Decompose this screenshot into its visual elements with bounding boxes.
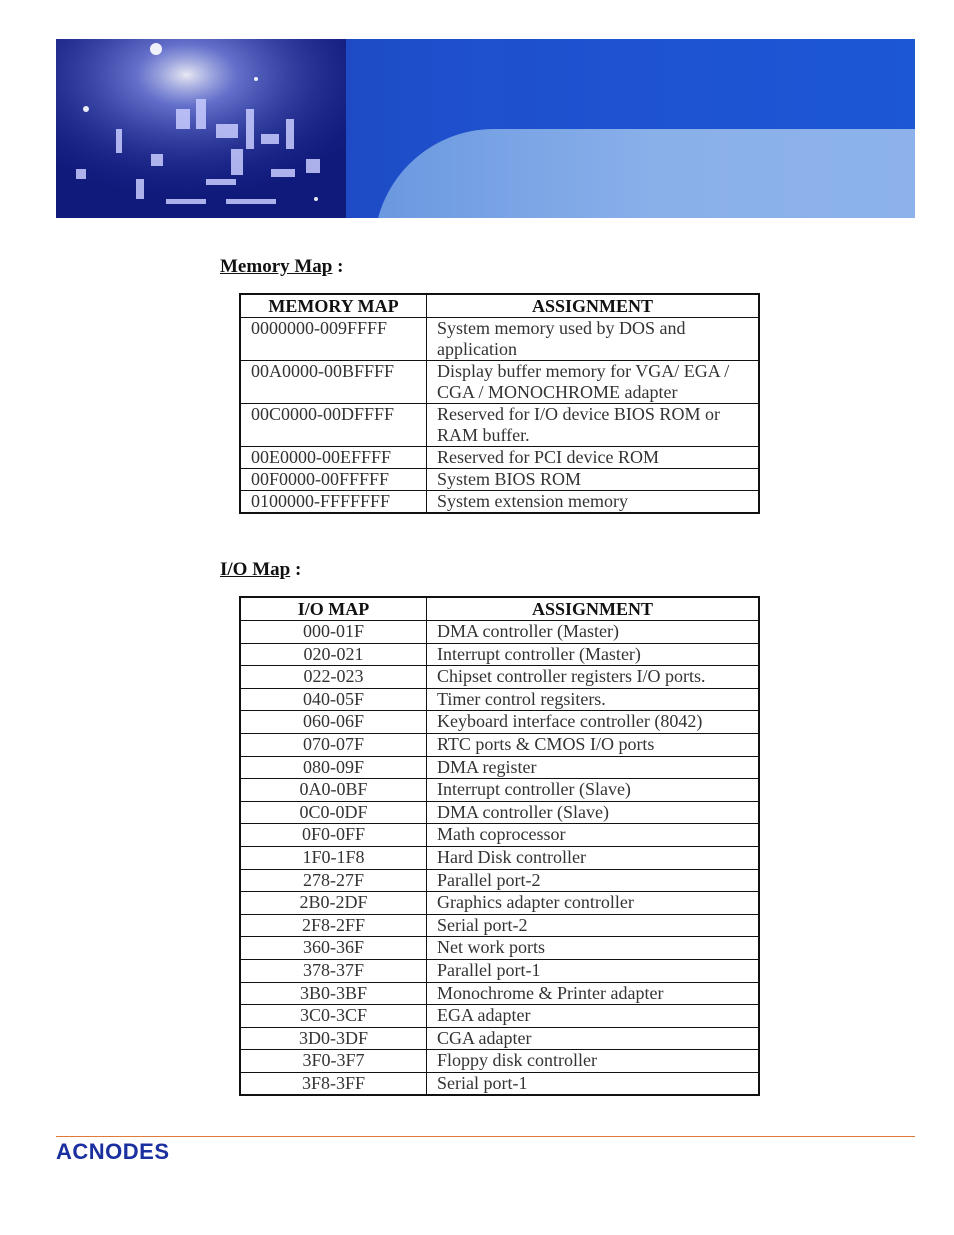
table-row — [240, 711, 759, 734]
assignment-cell: Keyboard interface controller (8042) — [427, 711, 760, 734]
assignment-cell: DMA controller (Slave) — [427, 801, 760, 824]
assignment-cell: RTC ports & CMOS I/O ports — [427, 733, 760, 756]
table-row — [240, 404, 759, 447]
header-banner — [56, 39, 915, 218]
table-row — [240, 621, 759, 644]
address-range-cell: 040-05F — [240, 688, 427, 711]
column-header: MEMORY MAP — [240, 294, 427, 318]
table-row — [240, 1027, 759, 1050]
assignment-cell: Hard Disk controller — [427, 846, 760, 869]
address-range-cell: 2B0-2DF — [240, 892, 427, 915]
address-range-cell: 00C0000-00DFFFF — [240, 404, 427, 447]
assignment-cell: Reserved for PCI device ROM — [427, 447, 760, 469]
table-row — [240, 982, 759, 1005]
address-range-cell: 080-09F — [240, 756, 427, 779]
assignment-cell: Parallel port-2 — [427, 869, 760, 892]
assignment-cell: Timer control regsiters. — [427, 688, 760, 711]
table-row — [240, 1050, 759, 1073]
address-range-cell: 278-27F — [240, 869, 427, 892]
table-row — [240, 869, 759, 892]
address-range-cell: 3D0-3DF — [240, 1027, 427, 1050]
table-row — [240, 801, 759, 824]
table-row — [240, 491, 759, 514]
assignment-cell: Net work ports — [427, 937, 760, 960]
table-row — [240, 756, 759, 779]
table-row — [240, 733, 759, 756]
address-range-cell: 0F0-0FF — [240, 824, 427, 847]
assignment-cell: Serial port-2 — [427, 914, 760, 937]
memory-map-table — [239, 293, 760, 514]
address-range-cell: 360-36F — [240, 937, 427, 960]
column-header: I/O MAP — [240, 597, 427, 621]
table-row — [240, 1005, 759, 1028]
assignment-cell: System BIOS ROM — [427, 469, 760, 491]
assignment-cell: Parallel port-1 — [427, 959, 760, 982]
address-range-cell: 070-07F — [240, 733, 427, 756]
assignment-cell: Math coprocessor — [427, 824, 760, 847]
address-range-cell: 00A0000-00BFFFF — [240, 361, 427, 404]
assignment-cell: CGA adapter — [427, 1027, 760, 1050]
address-range-cell: 020-021 — [240, 643, 427, 666]
svg-text:ACNODES: ACNODES — [56, 1139, 170, 1164]
assignment-cell: Reserved for I/O device BIOS ROM or RAM buffer. — [427, 404, 760, 447]
assignment-cell: Graphics adapter controller — [427, 892, 760, 915]
address-range-cell: 00F0000-00FFFFF — [240, 469, 427, 491]
address-range-cell: 0100000-FFFFFFF — [240, 491, 427, 514]
table-row — [240, 469, 759, 491]
address-range-cell: 3F0-3F7 — [240, 1050, 427, 1073]
address-range-cell: 0A0-0BF — [240, 779, 427, 802]
acnodes-logo — [56, 1138, 212, 1164]
table-row — [240, 937, 759, 960]
address-range-cell: 3C0-3CF — [240, 1005, 427, 1028]
assignment-cell: DMA register — [427, 756, 760, 779]
table-row — [240, 361, 759, 404]
table-row — [240, 824, 759, 847]
footer-divider — [56, 1136, 915, 1137]
io-map-heading: I/O Map : — [220, 559, 302, 580]
table-row — [240, 779, 759, 802]
memory-map-heading: Memory Map : — [220, 256, 344, 277]
table-header-row — [240, 597, 759, 621]
column-header: ASSIGNMENT — [427, 294, 760, 318]
assignment-cell: Interrupt controller (Master) — [427, 643, 760, 666]
assignment-cell: Serial port-1 — [427, 1072, 760, 1095]
address-range-cell: 378-37F — [240, 959, 427, 982]
address-range-cell: 000-01F — [240, 621, 427, 644]
address-range-cell: 1F0-1F8 — [240, 846, 427, 869]
table-row — [240, 846, 759, 869]
table-row — [240, 666, 759, 689]
table-row — [240, 892, 759, 915]
address-range-cell: 3F8-3FF — [240, 1072, 427, 1095]
assignment-cell: EGA adapter — [427, 1005, 760, 1028]
address-range-cell: 00E0000-00EFFFF — [240, 447, 427, 469]
table-row — [240, 447, 759, 469]
assignment-cell: Display buffer memory for VGA/ EGA / CGA / MONOCHROME adapter — [427, 361, 760, 404]
address-range-cell: 0000000-009FFFF — [240, 318, 427, 361]
address-range-cell: 3B0-3BF — [240, 982, 427, 1005]
table-row — [240, 643, 759, 666]
circuit-board-graphic — [56, 39, 346, 218]
address-range-cell: 060-06F — [240, 711, 427, 734]
address-range-cell: 0C0-0DF — [240, 801, 427, 824]
assignment-cell: Monochrome & Printer adapter — [427, 982, 760, 1005]
table-row — [240, 318, 759, 361]
table-row — [240, 914, 759, 937]
table-header-row — [240, 294, 759, 318]
assignment-cell: Chipset controller registers I/O ports. — [427, 666, 760, 689]
address-range-cell: 2F8-2FF — [240, 914, 427, 937]
assignment-cell: Floppy disk controller — [427, 1050, 760, 1073]
table-row — [240, 1072, 759, 1095]
table-row — [240, 688, 759, 711]
assignment-cell: Interrupt controller (Slave) — [427, 779, 760, 802]
banner-curve-shape — [374, 129, 915, 218]
table-row — [240, 959, 759, 982]
io-map-table — [239, 596, 760, 1096]
address-range-cell: 022-023 — [240, 666, 427, 689]
column-header: ASSIGNMENT — [427, 597, 760, 621]
assignment-cell: System memory used by DOS and application — [427, 318, 760, 361]
assignment-cell: DMA controller (Master) — [427, 621, 760, 644]
assignment-cell: System extension memory — [427, 491, 760, 514]
